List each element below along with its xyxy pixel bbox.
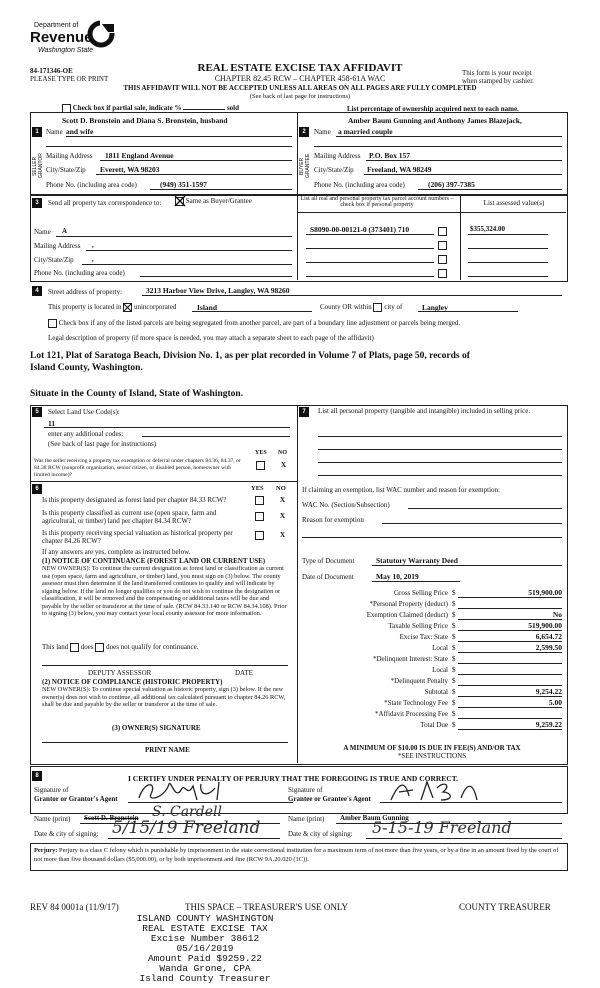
city-value[interactable]: Langley bbox=[422, 303, 448, 312]
parcel-personal-checkbox[interactable] bbox=[438, 241, 447, 250]
located-row bbox=[48, 303, 176, 312]
see-back-note: (See back of last page for instructions) bbox=[249, 93, 351, 100]
partial-pct-blank[interactable] bbox=[183, 109, 225, 110]
tax-row bbox=[302, 621, 562, 632]
current-use-question: Is this property classified as current use (open space, farm and agricultural, or timber) land per chapter 84.34 RCW? bbox=[42, 509, 217, 525]
grantee-sig-label-1: Signature of bbox=[288, 786, 323, 794]
stamp-line: ISLAND COUNTY WASHINGTON bbox=[136, 913, 274, 924]
historic-question: Is this property receiving special valuation as historical property per chapter 84.26 RCW? bbox=[42, 529, 233, 545]
tax-row-label: *State Technology Fee bbox=[384, 699, 448, 707]
county-within-row bbox=[320, 303, 402, 312]
exemption-question: Was the seller receiving a property tax exemption or deferral under chapters 84.36, 84.37, or 84.38 RCW (nonprofit organization, senior citizen, or disabled person, homeowner with limited income)? bbox=[34, 458, 241, 478]
tax-row-value[interactable]: 9,254.22 bbox=[535, 687, 562, 696]
tax-row bbox=[302, 676, 562, 687]
stamp-line: Wanda Grone, CPA bbox=[159, 963, 251, 974]
section-8-badge: 8 bbox=[32, 771, 42, 781]
tax-calculation-table bbox=[302, 588, 562, 731]
section-7-badge: 7 bbox=[299, 407, 309, 417]
grantor-name-print-label: Name (print) bbox=[34, 815, 71, 823]
dollar-sign: $ bbox=[452, 611, 456, 619]
tax-row-value[interactable]: 519,900.00 bbox=[528, 588, 562, 597]
s5-no-header: NO bbox=[278, 450, 287, 456]
perjury-text: Perjury is a class C felony which is punishable by imprisonment in the state correctional institution for a maximum term of not more than five years, or by a fine in an amount fixed by the court of not more than five thousand dollars ($5,000.00), or by both imprisonment and fine (RCW 9A.20.020 (1C)). bbox=[34, 847, 559, 863]
land-use-code[interactable]: 11 bbox=[48, 419, 56, 428]
s3-phone-label: Phone No. (including area code) bbox=[34, 269, 125, 277]
tax-row-line bbox=[458, 674, 562, 675]
grantor-date-city[interactable]: 5/15/19 Freeland bbox=[112, 818, 261, 838]
tax-row-value[interactable]: 6,654.72 bbox=[535, 632, 562, 641]
tax-row-value[interactable]: 2,599.50 bbox=[535, 643, 562, 652]
dor-emblem-icon bbox=[86, 20, 116, 48]
print-name-label: PRINT NAME bbox=[145, 746, 190, 754]
this-land-label: This land bbox=[42, 643, 69, 652]
section-6-badge: 6 bbox=[32, 484, 42, 494]
current-use-no-answer[interactable]: X bbox=[280, 512, 286, 520]
tax-row-value[interactable]: 5.00 bbox=[548, 698, 562, 707]
partial-sale-label: Check box if partial sale, indicate % bbox=[72, 104, 182, 113]
city-of-checkbox[interactable] bbox=[373, 303, 382, 312]
grantor-signature[interactable] bbox=[135, 778, 245, 804]
county-label: County OR within bbox=[320, 303, 372, 312]
notice-1-body: NEW OWNER(S): To continue the current designation as forest land or classification as current use (open space, farm and agriculture, or timber) land, you must sign on (3) below. The county assessor must then determine if the land transferred continues to qualify and will indicate by signing below. If the land no longer qualifies or you do not wish to continue the designation or classification, it will be removed and the compensating or additional taxes will be due and payable by the seller or transferor at the time of sale. (RCW 84.33.140 or RCW 84.34.108). Prior to signing (3) below, you may contact your local county assessor for more information. bbox=[42, 565, 287, 617]
same-as-buyer-row bbox=[175, 197, 252, 206]
additional-codes-label: enter any additional codes: bbox=[48, 430, 124, 438]
segregated-checkbox[interactable] bbox=[48, 319, 57, 328]
stamp-line: Amount Paid $9259.22 bbox=[147, 953, 263, 964]
certify-statement: I CERTIFY UNDER PENALTY OF PERJURY THAT THE FOREGOING IS TRUE AND CORRECT. bbox=[128, 774, 459, 783]
form-warning: THIS AFFIDAVIT WILL NOT BE ACCEPTED UNLESS ALL AREAS ON ALL PAGES ARE FULLY COMPLETED bbox=[123, 84, 477, 92]
does-label: does bbox=[80, 643, 94, 652]
buyer-city[interactable]: Freeland, WA 98249 bbox=[367, 165, 432, 174]
buyer-mailing[interactable]: P.O. Box 157 bbox=[369, 151, 410, 160]
county-treasurer-label: COUNTY TREASURER bbox=[459, 902, 551, 912]
minimum-note: A MINIMUM OF $10.00 IS DUE IN FEE(S) AND/OR TAX bbox=[343, 744, 521, 752]
grantee-name-print[interactable]: Amber Baum Gunning bbox=[340, 814, 409, 822]
doc-date-label: Date of Document bbox=[302, 573, 354, 581]
stamp-line: Island County Treasurer bbox=[139, 973, 271, 984]
city-of-label: city of bbox=[384, 303, 403, 312]
grantor-hand-name: S. Cardell bbox=[152, 804, 222, 820]
county-value[interactable]: Island bbox=[197, 303, 218, 312]
does-not-checkbox[interactable] bbox=[95, 643, 104, 652]
forest-yes-checkbox[interactable] bbox=[255, 496, 264, 505]
parcel-personal-checkbox[interactable] bbox=[438, 227, 447, 236]
dollar-sign: $ bbox=[452, 644, 456, 652]
tax-row-label: Local bbox=[432, 666, 448, 674]
doc-type-label: Type of Document bbox=[302, 557, 355, 565]
tax-row-line bbox=[458, 608, 562, 609]
parcel-personal-checkbox[interactable] bbox=[438, 255, 447, 264]
current-use-yes-checkbox[interactable] bbox=[255, 512, 264, 521]
personal-property-label: List all personal property (tangible and intangible) included in selling price. bbox=[318, 407, 531, 415]
parcel-number[interactable]: S8090-00-00121-0 (373401) 710 bbox=[310, 225, 410, 234]
tax-row-line bbox=[458, 663, 562, 664]
situate-line: Situate in the County of Island, State of Washington. bbox=[30, 389, 244, 399]
dollar-sign: $ bbox=[452, 589, 456, 597]
s3-name-label: Name bbox=[34, 228, 51, 236]
does-not-label: does not qualify for continuance. bbox=[106, 643, 199, 652]
tax-row bbox=[302, 665, 562, 676]
unincorporated-label: unincorporated bbox=[133, 303, 177, 312]
owner-signature-label: (3) OWNER(S) SIGNATURE bbox=[112, 724, 201, 732]
dollar-sign: $ bbox=[452, 710, 456, 718]
s6-no-header: NO bbox=[276, 485, 286, 492]
perjury-label: Perjury: bbox=[34, 847, 58, 854]
stamp-line: Excise Number 38612 bbox=[150, 933, 260, 944]
tax-row bbox=[302, 720, 562, 731]
tax-row-label: *Delinquent Interest: State bbox=[372, 655, 448, 663]
tax-row-line bbox=[458, 729, 562, 730]
exemption-label: If claiming an exemption, list WAC number and reason for exemption: bbox=[302, 486, 500, 494]
dollar-sign: $ bbox=[452, 666, 456, 674]
tax-row-label: *Affidavit Processing Fee bbox=[375, 710, 448, 718]
section-1-badge: 1 bbox=[32, 127, 42, 137]
tax-row-label: Local bbox=[432, 644, 448, 652]
grantee-signature[interactable] bbox=[385, 778, 495, 804]
seller-phone-label: Phone No. (including area code) bbox=[46, 181, 137, 189]
washington-state-text: Washington State bbox=[38, 47, 94, 54]
seller-mailing-label: Mailing Address bbox=[46, 152, 93, 160]
land-use-label: Select Land Use Code(s): bbox=[48, 408, 120, 416]
located-label: This property is located in bbox=[48, 303, 122, 312]
assessed-header: List assessed value(s) bbox=[483, 199, 545, 207]
notice-2-title: (2) NOTICE OF COMPLIANCE (HISTORIC PROPERTY) bbox=[42, 678, 223, 686]
grantor-date-label: Date & city of signing: bbox=[34, 830, 99, 838]
dollar-sign: $ bbox=[452, 655, 456, 663]
seller-name-1[interactable]: Scott D. Bronstein and Diana S. Bronstein, husband bbox=[62, 116, 228, 125]
grantee-name-print-label: Name (print) bbox=[288, 815, 325, 823]
grantee-sig-label-2: Grantee or Grantee's Agent bbox=[288, 795, 371, 803]
treasurer-use-label: THIS SPACE – TREASURER'S USE ONLY bbox=[185, 902, 349, 912]
tax-row bbox=[302, 632, 562, 643]
s3-city-value[interactable]: , bbox=[92, 255, 94, 263]
buyer-phone[interactable]: (206) 397-7385 bbox=[428, 180, 475, 189]
buyer-phone-label: Phone No. (including area code) bbox=[314, 181, 405, 189]
grantor-sig-label-2: Grantor or Grantor's Agent bbox=[34, 795, 118, 803]
seller-name-2[interactable]: and wife bbox=[66, 127, 94, 136]
print-note: PLEASE TYPE OR PRINT bbox=[30, 75, 109, 83]
seller-mailing[interactable]: 1811 England Avenue bbox=[105, 151, 174, 160]
s3-mailing-value[interactable]: , bbox=[92, 241, 94, 249]
tax-row bbox=[302, 599, 562, 610]
tax-row-label: Total Due bbox=[420, 721, 448, 729]
seller-phone[interactable]: (949) 351-1597 bbox=[160, 180, 207, 189]
parcel-header: List all real and personal property tax parcel account numbers – check box if personal property bbox=[300, 196, 454, 208]
segregated-row bbox=[48, 319, 460, 328]
dollar-sign: $ bbox=[452, 677, 456, 685]
reason-label: Reason for exemption bbox=[302, 516, 364, 524]
dollar-sign: $ bbox=[452, 721, 456, 729]
unincorporated-checkbox[interactable] bbox=[123, 303, 132, 312]
historic-yes-checkbox[interactable] bbox=[255, 531, 264, 540]
tax-row bbox=[302, 709, 562, 720]
tax-row-label: Gross Selling Price bbox=[393, 589, 448, 597]
segregated-label: Check box if any of the listed parcels are being segregated from another parcel, are part of a boundary line adjustment or parcels being merged. bbox=[58, 319, 461, 328]
seller-grantor-label: SELLER GRANTOR bbox=[32, 153, 44, 179]
tax-row-line bbox=[458, 630, 562, 631]
tax-row-label: *Personal Property (deduct) bbox=[369, 600, 448, 608]
legal-label: Legal description of property (if more space is needed, you may attach a separate sheet to each page of the affidavit) bbox=[48, 334, 374, 342]
dollar-sign: $ bbox=[452, 688, 456, 696]
sold-label: sold bbox=[226, 104, 240, 113]
tax-row-label: Subtotal bbox=[424, 688, 448, 696]
tax-row-line bbox=[458, 696, 562, 697]
tax-row-line bbox=[458, 685, 562, 686]
grantor-sig-label-1: Signature of bbox=[34, 786, 69, 794]
tax-row-value[interactable]: 9,259.22 bbox=[535, 720, 562, 729]
tax-row-label: *Delinquent Penalty bbox=[390, 677, 448, 685]
deputy-assessor-label: DEPUTY ASSESSOR bbox=[88, 669, 152, 677]
ownership-note: List percentage of ownership acquired next to each name. bbox=[347, 105, 519, 113]
form-title: REAL ESTATE EXCISE TAX AFFIDAVIT bbox=[197, 62, 403, 74]
date-label: DATE bbox=[235, 669, 253, 677]
buyer-name-label: Name bbox=[314, 128, 331, 136]
s5-see-back: (See back of last page for instructions) bbox=[48, 440, 157, 448]
grantee-date-city[interactable]: 5-15-19 Freeland bbox=[372, 818, 512, 837]
buyer-mailing-label: Mailing Address bbox=[314, 152, 361, 160]
tax-row-line bbox=[458, 652, 562, 653]
forest-no-answer[interactable]: X bbox=[280, 496, 286, 504]
dollar-sign: $ bbox=[452, 633, 456, 641]
buyer-name-2[interactable]: a married couple bbox=[338, 127, 393, 136]
treasurer-stamp bbox=[105, 914, 305, 984]
legal-description-1: Lot 121, Plat of Saratoga Beach, Division No. 1, as per plat recorded in Volume 7 of Plats, page 50, records of bbox=[30, 351, 470, 361]
perjury-note bbox=[34, 846, 562, 864]
dept-of-text: Department of bbox=[34, 22, 79, 29]
stamp-line: 05/16/2019 bbox=[176, 943, 234, 954]
form-revision: REV 84 0001a (11/9/17) bbox=[30, 902, 119, 912]
parcel-personal-checkbox[interactable] bbox=[438, 269, 447, 278]
tax-row bbox=[302, 610, 562, 621]
s3-name-value[interactable]: A bbox=[62, 227, 68, 235]
tax-row-label: Taxable Selling Price bbox=[388, 622, 448, 630]
tax-row-line bbox=[458, 597, 562, 598]
form-id: 84-171346-OE bbox=[30, 67, 73, 75]
send-correspondence-label: Send all property tax correspondence to: bbox=[48, 199, 162, 207]
s5-yes-header: YES bbox=[255, 450, 267, 456]
buyer-city-label: City/State/Zip bbox=[314, 166, 354, 174]
street-label: Street address of property: bbox=[48, 288, 123, 296]
wac-label: WAC No. (Section/Subsection) bbox=[302, 501, 390, 509]
tax-row-value[interactable]: No bbox=[552, 610, 562, 619]
receipt-note-1: This form is your receipt bbox=[462, 69, 532, 77]
tax-row-label: Exemption Claimed (deduct) bbox=[366, 611, 448, 619]
stamp-line: REAL ESTATE EXCISE TAX bbox=[142, 923, 268, 934]
dollar-sign: $ bbox=[452, 622, 456, 630]
s3-city-label: City/State/Zip bbox=[34, 256, 74, 264]
street-address[interactable]: 3213 Harbor View Drive, Langley, WA 98260 bbox=[146, 286, 290, 295]
assessed-value[interactable]: $355,324.00 bbox=[470, 225, 505, 233]
seller-name-label: Name bbox=[46, 128, 63, 136]
buyer-grantee-label: BUYER GRANTEE bbox=[299, 153, 311, 179]
forest-question: Is this property designated as forest land per chapter 84.33 RCW? bbox=[42, 496, 227, 504]
grantee-date-label: Date & city of signing: bbox=[288, 830, 353, 838]
tax-row-value[interactable]: 519,900.00 bbox=[528, 621, 562, 630]
receipt-note-2: when stamped by cashier. bbox=[462, 77, 534, 85]
see-instructions: *SEE INSTRUCTIONS bbox=[397, 752, 467, 760]
section-2-badge: 2 bbox=[299, 127, 309, 137]
tax-row-line bbox=[458, 707, 562, 708]
tax-row-line bbox=[458, 718, 562, 719]
same-as-buyer-checkbox[interactable] bbox=[175, 197, 184, 206]
s3-mailing-label: Mailing Address bbox=[34, 242, 81, 250]
dollar-sign: $ bbox=[452, 699, 456, 707]
form-chapter: CHAPTER 82.45 RCW – CHAPTER 458-61A WAC bbox=[214, 74, 386, 83]
tax-row bbox=[302, 643, 562, 654]
dor-logo bbox=[30, 20, 120, 62]
exempt-yes-checkbox[interactable] bbox=[256, 461, 265, 470]
section-3-badge: 3 bbox=[32, 198, 42, 208]
section-5-badge: 5 bbox=[32, 407, 42, 417]
tax-row-line bbox=[458, 641, 562, 642]
tax-row bbox=[302, 654, 562, 665]
legal-description-2: Island County, Washington. bbox=[30, 363, 143, 373]
does-checkbox[interactable] bbox=[70, 643, 79, 652]
tax-row bbox=[302, 687, 562, 698]
dollar-sign: $ bbox=[452, 600, 456, 608]
section-4-badge: 4 bbox=[32, 286, 42, 296]
s6-yes-header: YES bbox=[251, 485, 264, 492]
doc-type[interactable]: Statutory Warranty Deed bbox=[376, 556, 458, 565]
buyer-name-1[interactable]: Amber Baum Gunning and Anthony James Blazejack, bbox=[348, 116, 522, 125]
historic-no-answer[interactable]: X bbox=[280, 531, 286, 539]
notice-2-body: NEW OWNER(S): To continue special valuation as historic property, sign (3) below. If the new owner(s) does not wish to continue, all additional tax calculated pursuant to chapter 84.26 RCW, shall be due and payable by the seller or transferor at the time of sale. bbox=[42, 686, 286, 708]
doc-date[interactable]: May 10, 2019 bbox=[376, 572, 419, 581]
revenue-text: Revenue bbox=[30, 29, 93, 46]
seller-city-label: City/State/Zip bbox=[46, 166, 86, 174]
same-as-buyer-label: Same as Buyer/Grantee bbox=[185, 197, 252, 206]
this-land-row bbox=[42, 643, 198, 652]
exempt-no-answer[interactable]: X bbox=[281, 461, 287, 469]
notice-1-title: (1) NOTICE OF CONTINUANCE (FOREST LAND OR CURRENT USE) bbox=[42, 557, 266, 565]
grantor-name-print[interactable]: Scott D. Bronstein bbox=[84, 814, 139, 822]
seller-city[interactable]: Everett, WA 98203 bbox=[100, 165, 160, 174]
tax-row-line bbox=[458, 619, 562, 620]
any-yes-note: If any answers are yes, complete as instructed below. bbox=[42, 548, 191, 556]
tax-row bbox=[302, 698, 562, 709]
tax-row-label: Excise Tax: State bbox=[399, 633, 448, 641]
tax-row bbox=[302, 588, 562, 599]
